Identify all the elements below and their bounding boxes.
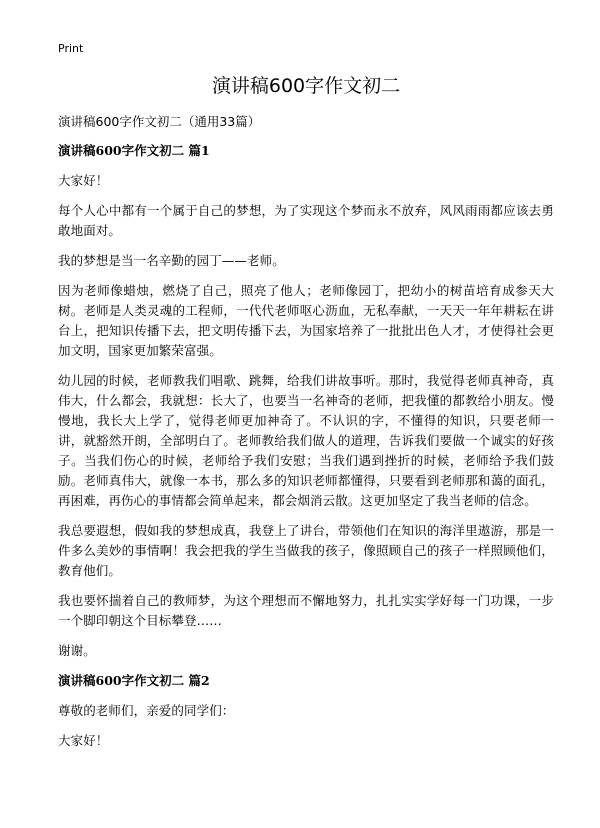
body-paragraph: 我的梦想是当一名辛勤的园丁——老师。 <box>58 253 285 268</box>
section-1 <box>58 141 554 661</box>
section-heading: 演讲稿600字作文初二 篇2 <box>58 673 210 688</box>
page-title: 演讲稿600字作文初二 <box>211 75 401 97</box>
body-paragraph: 我总要遐想，假如我的梦想成真，我登上了讲台，带领他们在知识的海洋里遨游，那是一件多么美妙的事情啊！我会把我的学生当做我的孩子，像照顾自己的孩子一样照顾他们，教育他们。 <box>58 523 554 578</box>
greeting-paragraph: 大家好！ <box>58 733 109 748</box>
body-paragraph: 因为老师像蜡烛，燃烧了自己，照亮了他人；老师像园丁，把幼小的树苗培育成参天大树。老师是人类灵魂的工程师，一代代老师呕心沥血，无私奉献，一天天一年年耕耘在讲台上，把知识传播下去，把文明传播下去，为国家培养了一批批出色人才，才使得社会更加文明，国家更加繁荣富强。 <box>58 283 554 358</box>
body-paragraph: 我也要怀揣着自己的教师梦，为这个理想而不懈地努力，扎扎实实学好每一门功课，一步一个脚印朝这个目标攀登…… <box>58 593 554 628</box>
section-2 <box>58 671 554 751</box>
body-paragraph: 每个人心中都有一个属于自己的梦想，为了实现这个梦而永不放弃，风风雨雨都应该去勇敢地面对。 <box>58 203 554 238</box>
body-paragraph: 幼儿园的时候，老师教我们唱歌、跳舞，给我们讲故事听。那时，我觉得老师真神奇，真伟大，什么都会，我就想：长大了，也要当一名神奇的老师，把我懂的都教给小朋友。慢慢地，我长大上学了，觉得老师更加神奇了。不认识的字，不懂得的知识，只要老师一讲，就豁然开朗，全部明白了。老师教给我们做人的道理，告诉我们要做一个诚实的好孩子。当我们伤心的时候，老师给予我们安慰；当我们遇到挫折的时候，老师给予我们鼓励。老师真伟大，就像一本书，那么多的知识老师都懂得，只要看到老师那和蔼的面孔，再困难，再伤心的事情都会简单起来，都会烟消云散。这更加坚定了我当老师的信念。 <box>58 373 554 508</box>
section-heading: 演讲稿600字作文初二 篇1 <box>58 143 210 158</box>
closing-paragraph: 谢谢。 <box>58 643 96 658</box>
print-link[interactable]: Print <box>58 42 84 55</box>
document-subtitle: 演讲稿600字作文初二（通用33篇） <box>58 114 261 129</box>
greeting-paragraph: 大家好！ <box>58 173 109 188</box>
salutation-paragraph: 尊敬的老师们，亲爱的同学们： <box>58 703 235 718</box>
